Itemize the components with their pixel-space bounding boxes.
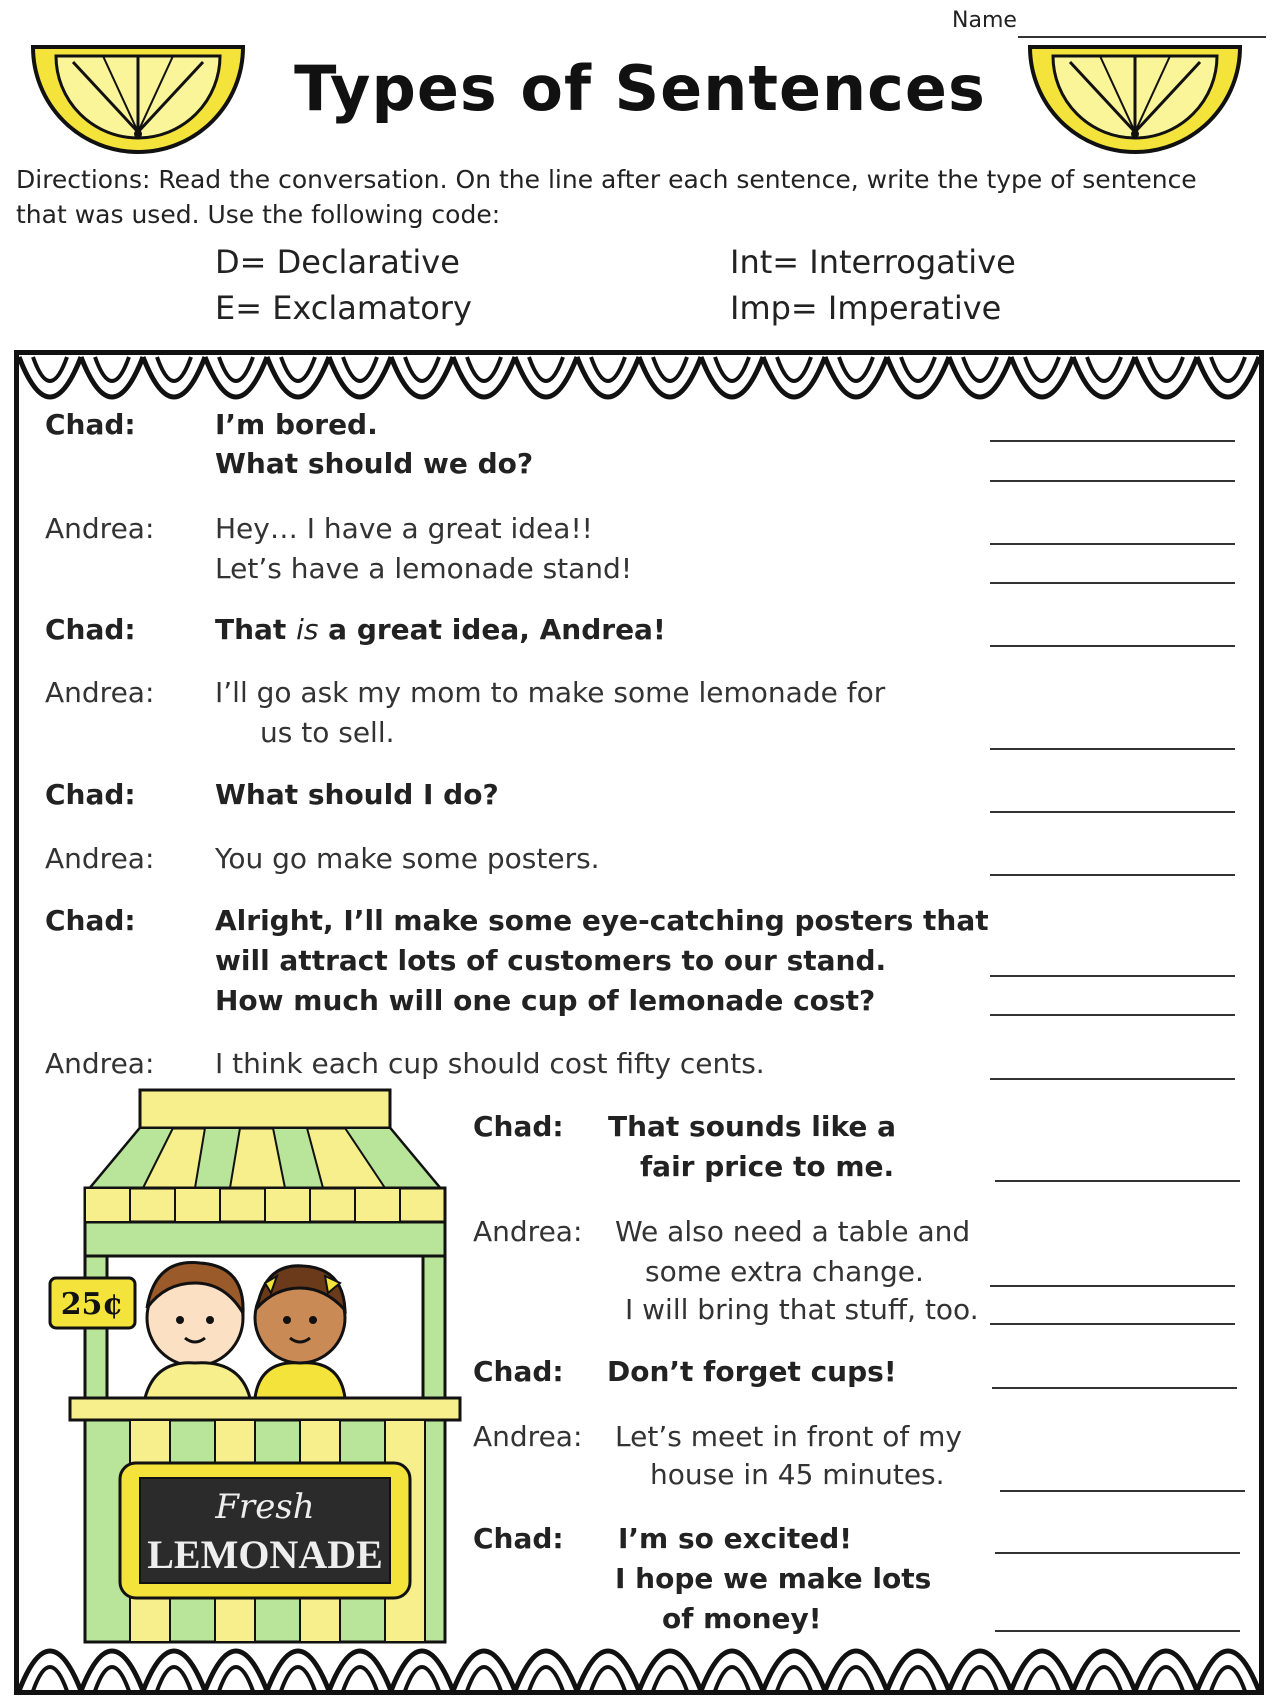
answer-line[interactable] <box>990 1078 1235 1080</box>
sentence-text: house in 45 minutes. <box>650 1458 945 1491</box>
page-title: Types of Sentences <box>294 52 986 125</box>
sentence-emphasis: is <box>296 613 319 646</box>
sentence-part: a great idea, Andrea! <box>318 613 666 646</box>
scallop-inner-arc <box>777 1667 811 1691</box>
answer-line[interactable] <box>990 543 1235 545</box>
scallop-arc <box>1073 1651 1135 1691</box>
scallop-arc <box>825 357 887 397</box>
scallop-inner-arc <box>467 1667 501 1691</box>
scallop-arc <box>81 1651 143 1691</box>
scallop-arc <box>19 357 81 397</box>
scallop-arc <box>763 357 825 397</box>
code-exclamatory: E= Exclamatory <box>215 289 472 327</box>
stand-sign-script: Fresh <box>215 1487 315 1527</box>
answer-line[interactable] <box>992 1387 1237 1389</box>
scallop-inner-arc <box>715 1667 749 1691</box>
name-field[interactable] <box>1018 36 1266 38</box>
answer-line[interactable] <box>990 1285 1235 1287</box>
scallop-inner-arc <box>529 357 563 381</box>
scallop-arc <box>205 357 267 397</box>
scallop-inner-arc <box>405 1667 439 1691</box>
sentence-text: Don’t forget cups! <box>607 1355 897 1388</box>
sentence-text: We also need a table and <box>615 1215 971 1248</box>
scallop-inner-arc <box>281 1667 315 1691</box>
sentence-text <box>215 613 666 646</box>
scallop-arc <box>887 1651 949 1691</box>
scallop-inner-arc <box>901 357 935 381</box>
stand-sign-main: LEMONADE <box>147 1532 383 1577</box>
sentence-text: Alright, I’ll make some eye-catching posters that <box>215 904 989 937</box>
scallop-arc <box>81 357 143 397</box>
speaker-label: Chad: <box>473 1522 564 1555</box>
scallop-inner-arc <box>1149 1667 1183 1691</box>
scallop-arc <box>1011 357 1073 397</box>
sentence-text: I’m so excited! <box>618 1522 853 1555</box>
scallop-arc <box>19 1651 81 1691</box>
speaker-label: Andrea: <box>45 1047 155 1080</box>
answer-line[interactable] <box>990 1323 1235 1325</box>
answer-line[interactable] <box>990 811 1235 813</box>
sentence-text: us to sell. <box>260 716 395 749</box>
sentence-text: That sounds like a <box>608 1110 896 1143</box>
scallop-inner-arc <box>901 1667 935 1691</box>
scallop-arc <box>701 357 763 397</box>
answer-line[interactable] <box>990 748 1235 750</box>
scallop-inner-arc <box>1025 357 1059 381</box>
speaker-label: Chad: <box>473 1110 564 1143</box>
scallop-inner-arc <box>591 357 625 381</box>
sentence-text: Let’s meet in front of my <box>615 1420 962 1453</box>
speaker-label: Chad: <box>473 1355 564 1388</box>
speaker-label: Chad: <box>45 408 136 441</box>
scallop-arc <box>887 357 949 397</box>
scallop-inner-arc <box>963 357 997 381</box>
sentence-text: of money! <box>662 1602 822 1635</box>
scallop-arc <box>391 1651 453 1691</box>
scallop-inner-arc <box>839 1667 873 1691</box>
scallop-inner-arc <box>405 357 439 381</box>
code-declarative: D= Declarative <box>215 243 460 281</box>
sentence-part: That <box>215 613 297 646</box>
scallop-arc <box>515 357 577 397</box>
scallop-arc <box>639 357 701 397</box>
speaker-label: Chad: <box>45 904 136 937</box>
answer-line[interactable] <box>995 1180 1240 1182</box>
scallop-arc <box>329 1651 391 1691</box>
scallop-inner-arc <box>1149 357 1183 381</box>
scallop-arc <box>267 357 329 397</box>
scallop-arc <box>391 357 453 397</box>
speaker-label: Andrea: <box>473 1420 583 1453</box>
scallop-border-top <box>19 355 1259 403</box>
sentence-text: I’ll go ask my mom to make some lemonade for <box>215 676 886 709</box>
speaker-label: Andrea: <box>473 1215 583 1248</box>
scallop-arc <box>329 357 391 397</box>
scallop-inner-arc <box>777 357 811 381</box>
sentence-text: You go make some posters. <box>215 842 600 875</box>
scallop-inner-arc <box>157 1667 191 1691</box>
scallop-inner-arc <box>467 357 501 381</box>
sentence-text: How much will one cup of lemonade cost? <box>215 984 876 1017</box>
answer-line[interactable] <box>990 582 1235 584</box>
scallop-inner-arc <box>653 1667 687 1691</box>
scallop-arc <box>577 1651 639 1691</box>
speaker-label: Andrea: <box>45 512 155 545</box>
scallop-inner-arc <box>529 1667 563 1691</box>
scallop-arc <box>1197 357 1259 397</box>
sentence-text: I think each cup should cost fifty cents. <box>215 1047 765 1080</box>
scallop-inner-arc <box>1087 1667 1121 1691</box>
scallop-inner-arc <box>839 357 873 381</box>
scallop-inner-arc <box>1211 1667 1245 1691</box>
answer-line[interactable] <box>990 480 1235 482</box>
price-tag: 25¢ <box>60 1287 124 1322</box>
scallop-inner-arc <box>33 357 67 381</box>
speaker-label: Chad: <box>45 613 136 646</box>
answer-line[interactable] <box>990 440 1235 442</box>
scallop-arc <box>639 1651 701 1691</box>
answer-line[interactable] <box>990 645 1235 647</box>
answer-line[interactable] <box>990 874 1235 876</box>
sentence-text: I hope we make lots <box>615 1562 932 1595</box>
sentence-text: Hey… I have a great idea!! <box>215 512 593 545</box>
scallop-inner-arc <box>281 357 315 381</box>
scallop-inner-arc <box>1025 1667 1059 1691</box>
code-interrogative: Int= Interrogative <box>730 243 1016 281</box>
code-imperative: Imp= Imperative <box>730 289 1002 327</box>
name-label: Name <box>952 8 1017 33</box>
scallop-inner-arc <box>963 1667 997 1691</box>
sentence-text: I’m bored. <box>215 408 378 441</box>
scallop-inner-arc <box>95 357 129 381</box>
sentence-text: fair price to me. <box>640 1150 895 1183</box>
speaker-label: Chad: <box>45 778 136 811</box>
scallop-arc <box>453 1651 515 1691</box>
scallop-inner-arc <box>219 1667 253 1691</box>
scallop-inner-arc <box>591 1667 625 1691</box>
scallop-arc <box>515 1651 577 1691</box>
answer-line[interactable] <box>1000 1490 1245 1492</box>
directions-text: Directions: Read the conversation. On the line after each sentence, write the type of sentence that was used. Use the following code: <box>16 165 1197 229</box>
scallop-inner-arc <box>653 357 687 381</box>
scallop-arc <box>949 1651 1011 1691</box>
sentence-text: Let’s have a lemonade stand! <box>215 552 633 585</box>
scallop-arc <box>763 1651 825 1691</box>
scallop-arc <box>453 357 515 397</box>
scallop-arc <box>1135 357 1197 397</box>
scallop-arc <box>577 357 639 397</box>
scallop-arc <box>1135 1651 1197 1691</box>
sentence-text: What should we do? <box>215 447 534 480</box>
scallop-inner-arc <box>343 1667 377 1691</box>
scallop-inner-arc <box>219 357 253 381</box>
scallop-inner-arc <box>1087 357 1121 381</box>
scallop-inner-arc <box>33 1667 67 1691</box>
answer-line[interactable] <box>995 1552 1240 1554</box>
scallop-arc <box>1197 1651 1259 1691</box>
sentence-text: some extra change. <box>645 1255 924 1288</box>
lemonade-stand-illustration <box>45 1088 465 1648</box>
scallop-arc <box>143 357 205 397</box>
scallop-border-bottom <box>19 1645 1259 1693</box>
scallop-arc <box>1011 1651 1073 1691</box>
scallop-arc <box>143 1651 205 1691</box>
speaker-label: Andrea: <box>45 842 155 875</box>
scallop-inner-arc <box>343 357 377 381</box>
scallop-arc <box>1073 357 1135 397</box>
scallop-arc <box>825 1651 887 1691</box>
speaker-label: Andrea: <box>45 676 155 709</box>
answer-line[interactable] <box>995 1630 1240 1632</box>
answer-line[interactable] <box>990 975 1235 977</box>
scallop-inner-arc <box>715 357 749 381</box>
scallop-arc <box>267 1651 329 1691</box>
sentence-text: I will bring that stuff, too. <box>625 1293 979 1326</box>
scallop-inner-arc <box>157 357 191 381</box>
scallop-arc <box>701 1651 763 1691</box>
scallop-arc <box>205 1651 267 1691</box>
scallop-arc <box>949 357 1011 397</box>
scallop-inner-arc <box>95 1667 129 1691</box>
scallop-inner-arc <box>1211 357 1245 381</box>
sentence-text: What should I do? <box>215 778 499 811</box>
answer-line[interactable] <box>990 1014 1235 1016</box>
sentence-text: will attract lots of customers to our stand. <box>215 944 887 977</box>
